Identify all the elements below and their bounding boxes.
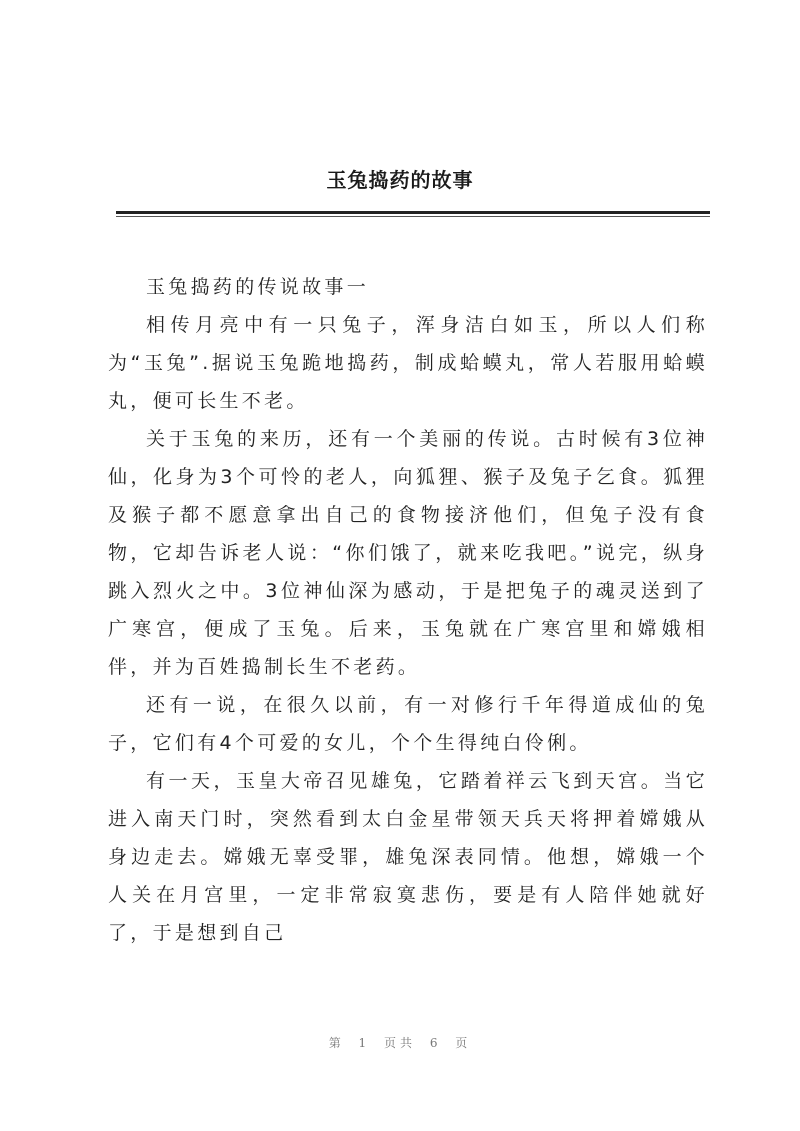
page-number-footer: 第 1 页共 6 页	[328, 1036, 472, 1050]
document-body	[108, 268, 708, 952]
paragraph: 关于玉兔的来历，还有一个美丽的传说。古时候有3位神仙，化身为3个可怜的老人，向狐狸、猴子及兔子乞食。狐狸及猴子都不愿意拿出自己的食物接济他们，但兔子没有食物，它却告诉老人说：“你们饿了，就来吃我吧。”说完，纵身跳入烈火之中。3位神仙深为感动，于是把兔子的魂灵送到了广寒宫，便成了玉兔。后来，玉兔就在广寒宫里和嫦娥相伴，并为百姓捣制长生不老药。	[108, 428, 708, 678]
paragraph-subtitle: 玉兔捣药的传说故事一	[146, 276, 370, 298]
title-divider-thin	[116, 216, 710, 217]
title-divider-thick	[116, 211, 710, 214]
paragraph: 相传月亮中有一只兔子，浑身洁白如玉，所以人们称为“玉兔”.据说玉兔跪地捣药，制成蛤蟆丸，常人若服用蛤蟆丸，便可长生不老。	[108, 314, 708, 412]
document-title: 玉兔捣药的故事	[326, 168, 474, 192]
paragraph: 有一天，玉皇大帝召见雄兔，它踏着祥云飞到天宫。当它进入南天门时，突然看到太白金星带领天兵天将押着嫦娥从身边走去。嫦娥无辜受罪，雄兔深表同情。他想，嫦娥一个人关在月宫里，一定非常寂寞悲伤，要是有人陪伴她就好了，于是想到自己	[108, 770, 708, 944]
paragraph: 还有一说，在很久以前，有一对修行千年得道成仙的兔子，它们有4个可爱的女儿，个个生得纯白伶俐。	[108, 694, 708, 754]
